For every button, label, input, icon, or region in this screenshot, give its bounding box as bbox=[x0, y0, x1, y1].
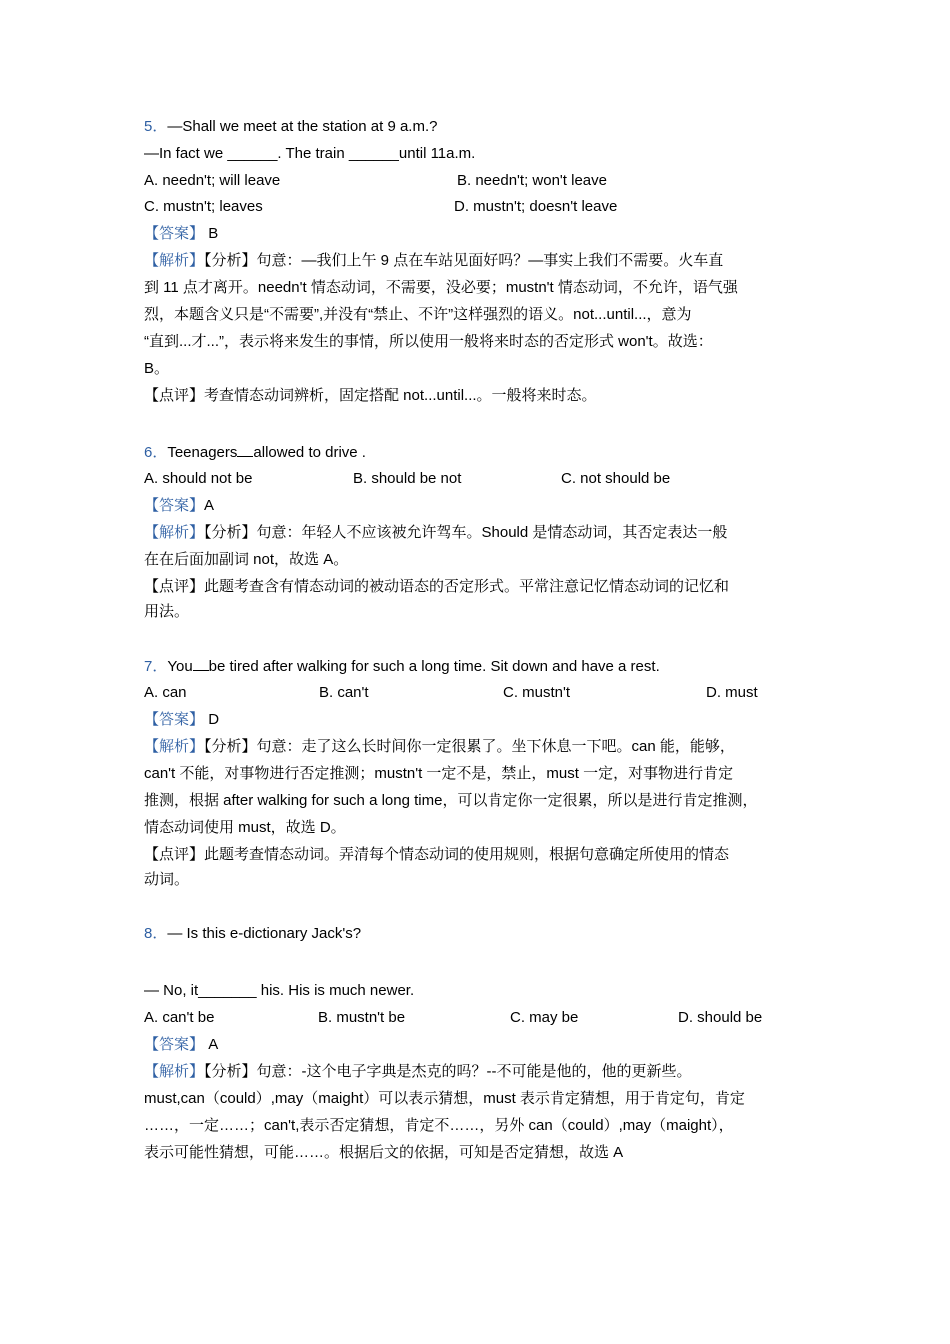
q7-option-a: A. can bbox=[144, 684, 187, 701]
q5-number: 5． bbox=[144, 118, 168, 135]
q7-comment-2: 动词。 bbox=[144, 871, 190, 888]
q5-analysis-4: “直到...才...”，表示将来发生的事情，所以使用一般将来时态的否定形式 won't。故选： bbox=[144, 333, 713, 350]
q8-stem: 8．— Is this e-dictionary Jack's? bbox=[144, 925, 362, 942]
q5-analysis-2: 到 11 点才离开。needn't 情态动词，不需要，没必要；mustn't 情态动词，不允许，语气强 bbox=[144, 279, 738, 296]
q5-option-b: B. needn't; won't leave bbox=[457, 172, 607, 189]
q5-option-d: D. mustn't; doesn't leave bbox=[454, 198, 618, 215]
q7-option-d: D. must bbox=[706, 684, 758, 701]
q6-blank bbox=[237, 442, 253, 457]
q7-option-c: C. mustn't bbox=[503, 684, 571, 701]
q6-option-b: B. should be not bbox=[353, 470, 462, 487]
q6-analysis-2: 在在后面加副词 not，故选 A。 bbox=[144, 551, 349, 568]
q8-option-d: D. should be bbox=[678, 1009, 763, 1026]
q7-analysis-3: 推测，根据 after walking for such a long time，可以肯定你一定很累，所以是进行肯定推测， bbox=[144, 792, 758, 809]
q7-stem: 7．You be tired after walking for such a long time. Sit down and have a rest. bbox=[144, 658, 660, 675]
q6-comment-1: 【点评】此题考查含有情态动词的被动语态的否定形式。平常注意记忆情态动词的记忆和 bbox=[144, 578, 730, 595]
q6-option-a: A. should not be bbox=[144, 470, 253, 487]
q5-option-c: C. mustn't; leaves bbox=[144, 198, 263, 215]
q8-answer: 【答案】 A bbox=[144, 1036, 219, 1053]
q5-analysis-3: 烈，本题含义只是“不需要”,并没有“禁止、不许”这样强烈的语义。not...until...，意为 bbox=[144, 306, 692, 323]
q8-analysis-1: 【解析】【分析】句意：-这个电子字典是杰克的吗？--不可能是他的，他的更新些。 bbox=[144, 1063, 692, 1080]
q6-analysis-1: 【解析】【分析】句意：年轻人不应该被允许驾车。Should 是情态动词，其否定表达一般 bbox=[144, 524, 728, 541]
q7-comment-1: 【点评】此题考查情态动词。弄清每个情态动词的使用规则，根据句意确定所使用的情态 bbox=[144, 846, 730, 863]
q7-analysis-2: can't 不能，对事物进行否定推测；mustn't 一定不是，禁止，must 一定，对事物进行肯定 bbox=[144, 765, 734, 782]
q6-comment-2: 用法。 bbox=[144, 603, 190, 620]
q7-answer: 【答案】 D bbox=[144, 711, 220, 728]
q5-stem: 5．—Shall we meet at the station at 9 a.m.? bbox=[144, 118, 438, 135]
q8-analysis-4: 表示可能性猜想，可能……。根据后文的依据，可知是否定猜想，故选 A bbox=[144, 1144, 624, 1161]
q8-analysis-3: ……，一定……；can't,表示否定猜想，肯定不……，另外 can（could）,may（maight）， bbox=[144, 1117, 734, 1134]
q8-option-b: B. mustn't be bbox=[318, 1009, 406, 1026]
q7-option-b: B. can't bbox=[319, 684, 369, 701]
q5-answer: 【答案】 B bbox=[144, 225, 219, 242]
q5-option-a: A. needn't; will leave bbox=[144, 172, 281, 189]
q8-option-a: A. can't be bbox=[144, 1009, 215, 1026]
q6-answer: 【答案】A bbox=[144, 497, 215, 514]
q6-stem: 6．Teenagers allowed to drive . bbox=[144, 444, 366, 461]
q5-comment: 【点评】考查情态动词辨析，固定搭配 not...until...。一般将来时态。 bbox=[144, 387, 597, 404]
q5-analysis-1: 【解析】【分析】句意：—我们上午 9 点在车站见面好吗？—事实上我们不需要。火车直 bbox=[144, 252, 724, 269]
q5-analysis-5: B。 bbox=[144, 360, 170, 377]
q7-blank bbox=[193, 656, 209, 671]
q5-stem-line2: —In fact we ______. The train ______until 11a.m. bbox=[144, 145, 476, 162]
q8-analysis-2: must,can（could）,may（maight）可以表示猜想，must 表示肯定猜想，用于肯定句，肯定 bbox=[144, 1090, 745, 1107]
q6-option-c: C. not should be bbox=[561, 470, 671, 487]
q7-analysis-4: 情态动词使用 must，故选 D。 bbox=[144, 819, 346, 836]
q8-option-c: C. may be bbox=[510, 1009, 579, 1026]
q8-stem-line2: — No, it_______ his. His is much newer. bbox=[144, 982, 415, 999]
q7-analysis-1: 【解析】【分析】句意：走了这么长时间你一定很累了。坐下休息一下吧。can 能，能够， bbox=[144, 738, 735, 755]
